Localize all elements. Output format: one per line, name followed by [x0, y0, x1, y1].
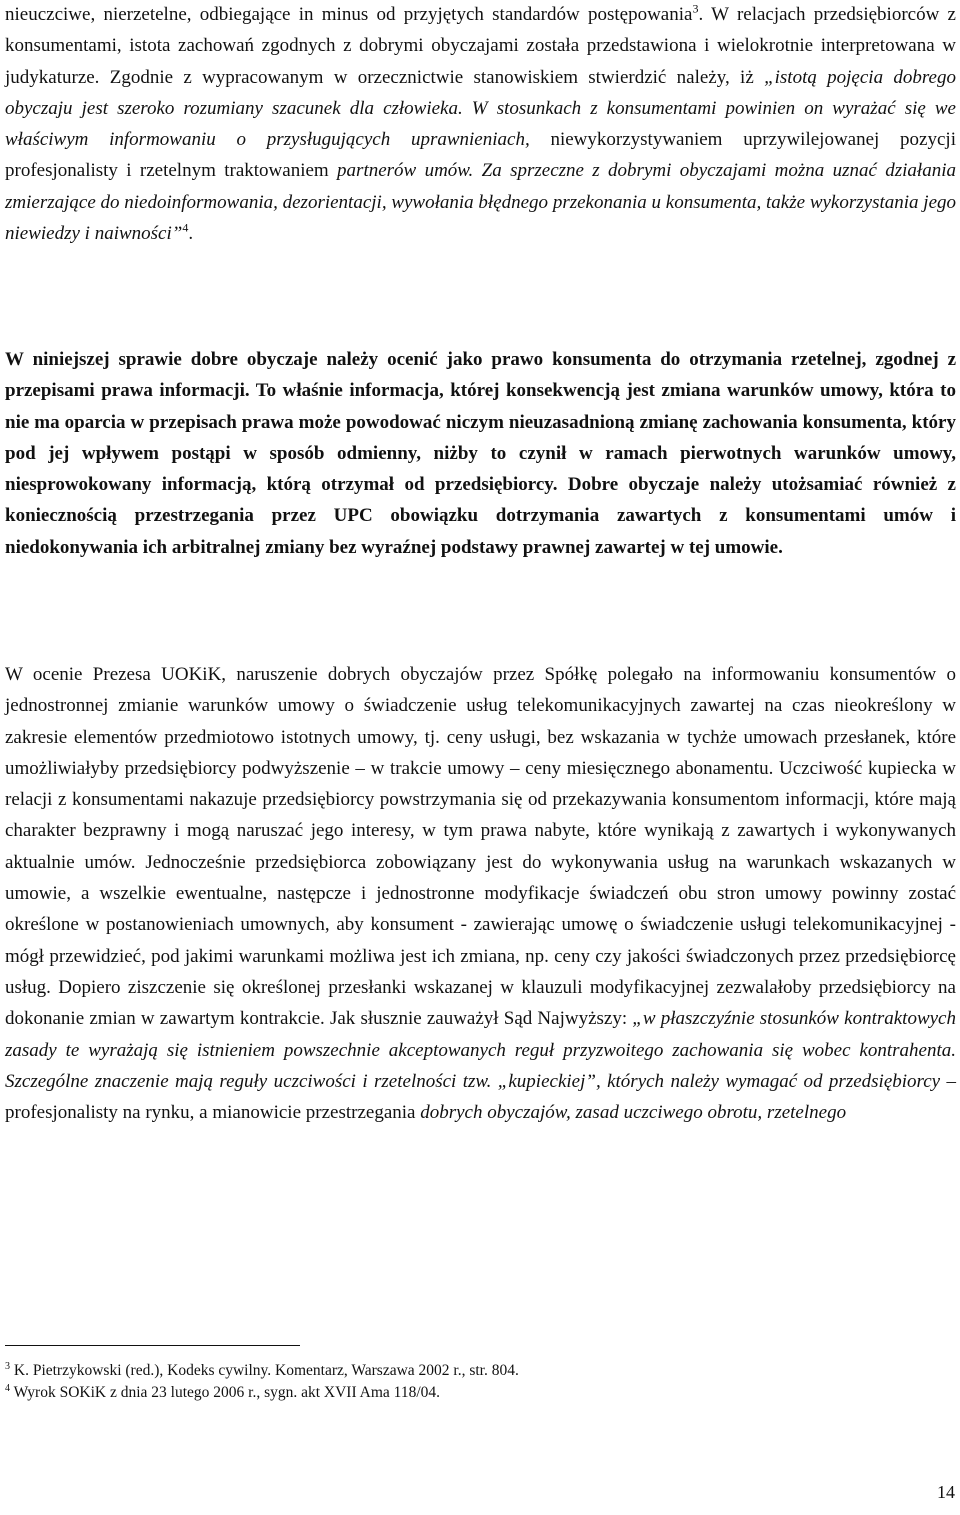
footnote-ref-4: 4	[182, 220, 189, 235]
footnote-text: Wyrok SOKiK z dnia 23 lutego 2006 r., sygn. akt XVII Ama 118/04.	[10, 1384, 441, 1401]
p1-quote-1: „istotą pojęcia dobrego obyczaju jest szeroko rozumiany szacunek dla człowieka. W stosunkach z konsumentami powinien on wyrażać się we właściwym informowaniu o przysługujących uprawnieniach,	[5, 66, 956, 151]
p3-quote-1: „w płaszczyźnie stosunków kontraktowych zasady te wyrażają się istnieniem powszechnie akceptowanych reguł przyzwoitego zachowania się wobec kontrahenta. Szczególne znaczenie mają reguły uczciwości i rzetelności tzw. „kupieckiej”, których należy wymagać od przedsiębiorcy	[5, 1008, 956, 1092]
p1-quote-2: partnerów umów. Za sprzeczne z dobrymi obyczajami można uznać działania zmierzające do niedoinformowania, dezorientacji, wywołania błędnego przekonania u konsumenta, także wykorzystania jego niewiedzy i naiwności”	[5, 160, 956, 245]
footnotes	[5, 1360, 945, 1404]
footnote-number: 3	[5, 1360, 10, 1372]
footnote-4	[5, 1382, 945, 1404]
footnote-separator	[5, 1345, 300, 1346]
p1-text-2: . W relacjach przedsiębiorców z konsumentami, istota zachowań zgodnych z dobrymi obyczajami została przedstawiona i wielokrotnie interpretowana w judykaturze. Zgodnie z wypracowanym w orzecznictwie stanowiskiem stwierdzić należy, iż	[5, 4, 956, 88]
footnote-ref-3: 3	[692, 1, 699, 16]
page-number: 14	[937, 1482, 955, 1502]
p1-text-4: .	[188, 223, 194, 245]
footnote-number: 4	[5, 1382, 10, 1394]
p3-quote-2: dobrych obyczajów, zasad uczciwego obrotu, rzetelnego	[420, 1102, 847, 1124]
paragraph-2-bold: W niniejszej sprawie dobre obyczaje należy ocenić jako prawo konsumenta do otrzymania rzetelnej, zgodnej z przepisami prawa informacji. To właśnie informacja, której konsekwencją jest zmiana warunków umowy, która to nie ma oparcia w przepisach prawa może powodować niczym nieuzasadnioną zmianę zachowania konsumenta, który pod jej wpływem postąpi w sposób odmienny, niżby to czynił w ramach pierwotnych warunków umowy, niesprowokowany informacją, którą otrzymał od przedsiębiorcy. Dobre obyczaje należy utożsamiać również z koniecznością przestrzegania przez UPC obowiązku dotrzymania zawartych z konsumentami umów i niedokonywania ich arbitralnej zmiany bez wyraźnej podstawy prawnej zawartej w tej umowie.	[5, 349, 956, 558]
p3-text-1: W ocenie Prezesa UOKiK, naruszenie dobrych obyczajów przez Spółkę polegało na informowaniu konsumentów o jednostronnej zmianie warunków umowy o świadczenie usług telekomunikacyjnych zawartej na czas nieokreślony w zakresie elementów przedmiotowo istotnych umowy, tj. ceny usługi, bez wskazania w tychże umowach przesłanek, które umożliwiałyby przedsiębiorcy podwyższenie – w trakcie umowy – ceny miesięcznego abonamentu. Uczciwość kupiecka w relacji z konsumentami nakazuje przedsiębiorcy powstrzymania się od przekazywania konsumentom informacji, które mają charakter bezprawny i mogą naruszać jego interesy, w tym prawa nabyte, które wynikają z zawartych i wykonywanych aktualnie umów. Jednocześnie przedsiębiorca zobowiązany jest do wykonywania usług na warunkach wskazanych w umowie, a wszelkie ewentualne, następcze i jednostronne modyfikacje świadczeń obu stron umowy powinny zostać określone w postanowieniach umownych, aby konsument - zawierając umowę o świadczenie usługi telekomunikacyjnej - mógł przewidzieć, pod jakimi warunkami możliwa jest ich zmiana, np. ceny czy jakości świadczonych przez przedsiębiorcę usług. Dopiero ziszczenie się określonej przesłanki wskazanej w klauzuli modyfikacyjnej zezwalałoby przedsiębiorcy na dokonanie zmian w zawartym kontrakcie. Jak słusznie zauważył Sąd Najwyższy:	[5, 664, 956, 1030]
footnote-text: K. Pietrzykowski (red.), Kodeks cywilny. Komentarz, Warszawa 2002 r., str. 804.	[10, 1362, 519, 1379]
footnote-3	[5, 1360, 945, 1382]
paragraph-3	[5, 659, 956, 1128]
p1-text-1: nieuczciwe, nierzetelne, odbiegające in minus od przyjętych standardów postępowania	[5, 4, 693, 25]
p1-text-3: niewykorzystywaniem uprzywilejowanej pozycji profesjonalisty i rzetelnym traktowaniem	[5, 129, 956, 182]
paragraph-1	[5, 0, 956, 249]
p3-text-2: – profesjonalisty na rynku, a mianowicie przestrzegania	[5, 1070, 956, 1124]
